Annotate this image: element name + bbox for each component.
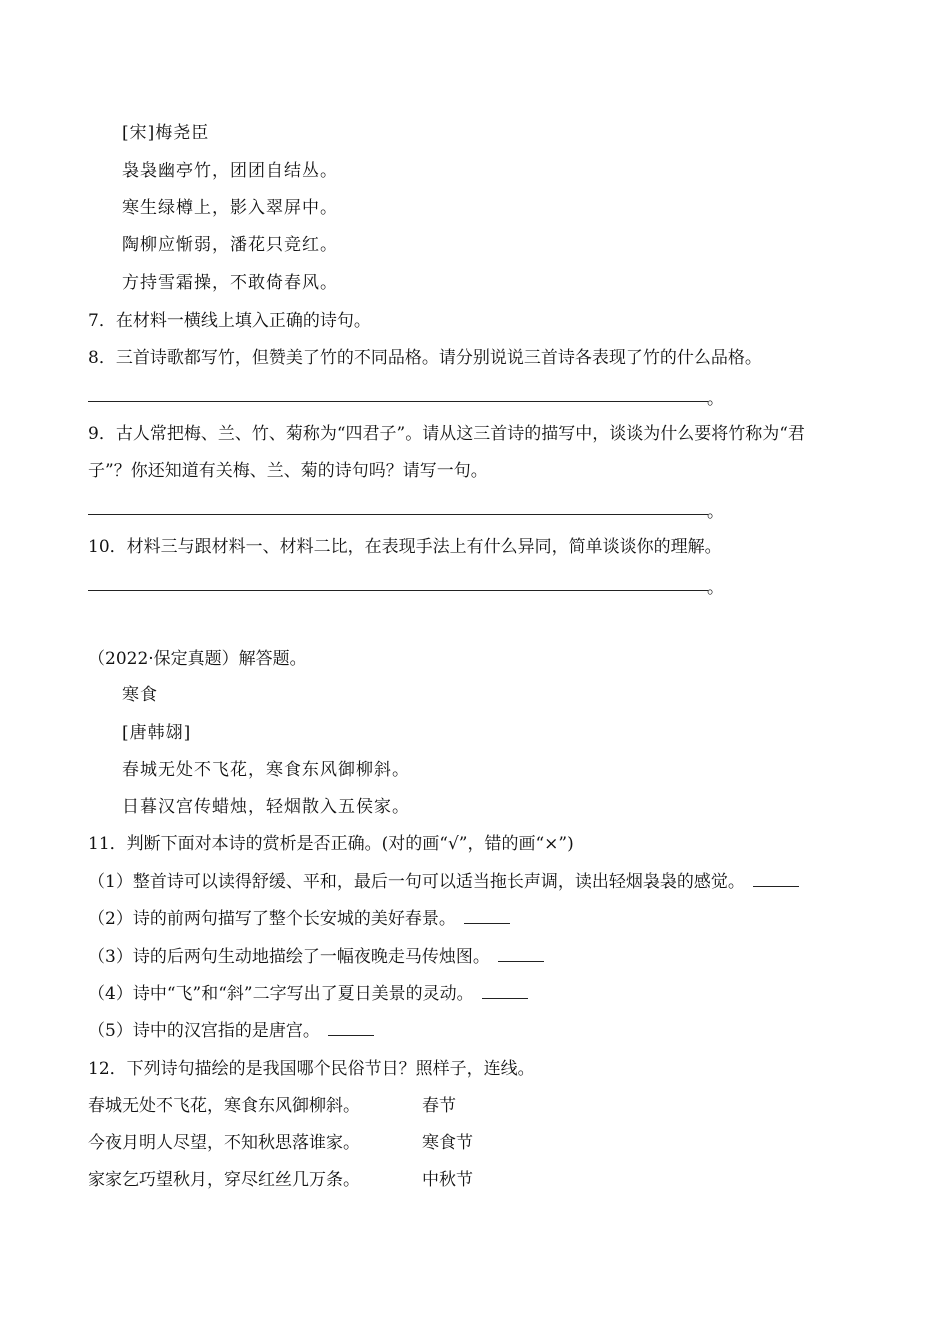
answer-line-10[interactable] (88, 590, 708, 591)
question-8: 8．三首诗歌都写竹，但赞美了竹的不同品格。请分别说说三首诗各表现了竹的什么品格。 (88, 348, 762, 368)
answer-period-9: 。 (707, 502, 724, 522)
q11-item-2-text: （2）诗的前两句描写了整个长安城的美好春景。 (88, 909, 456, 929)
q11-item-2-blank[interactable] (464, 908, 510, 924)
question-10: 10．材料三与跟材料一、材料二比，在表现手法上有什么异同，简单谈谈你的理解。 (88, 537, 722, 557)
q11-item-3-text: （3）诗的后两句生动地描绘了一幅夜晚走马传烛图。 (88, 947, 490, 967)
question-7: 7．在材料一横线上填入正确的诗句。 (88, 311, 371, 331)
q11-item-4 (88, 983, 528, 1005)
q11-item-1 (88, 871, 799, 893)
q11-item-5 (88, 1020, 374, 1042)
q11-item-3 (88, 946, 544, 968)
answer-period-10: 。 (707, 578, 724, 598)
question-9-line-1: 9．古人常把梅、兰、竹、菊称为“四君子”。请从这三首诗的描写中，谈谈为什么要将竹称为“君 (88, 424, 805, 444)
question-12: 12．下列诗句描绘的是我国哪个民俗节日？照样子，连线。 (88, 1059, 535, 1079)
poem-title: 寒食 (122, 685, 158, 705)
q11-item-4-text: （4）诗中“飞”和“斜”二字写出了夏日美景的灵动。 (88, 984, 474, 1004)
q11-item-1-text: （1）整首诗可以读得舒缓、平和，最后一句可以适当拖长声调，读出轻烟袅袅的感觉。 (88, 872, 745, 892)
answer-line-8[interactable] (88, 401, 708, 402)
q11-item-5-text: （5）诗中的汉宫指的是唐宫。 (88, 1021, 320, 1041)
q11-item-5-blank[interactable] (328, 1020, 374, 1036)
q11-item-1-blank[interactable] (753, 871, 799, 887)
q12-verse-1[interactable]: 春城无处不飞花，寒食东风御柳斜。 (88, 1096, 360, 1116)
poem3-line-3: 陶柳应惭弱，潘花只竞红。 (122, 235, 338, 255)
q12-festival-2[interactable]: 寒食节 (422, 1133, 473, 1153)
poem-line-1: 春城无处不飞花，寒食东风御柳斜。 (122, 760, 410, 780)
q11-item-4-blank[interactable] (482, 983, 528, 999)
question-9-line-2: 子”？你还知道有关梅、兰、菊的诗句吗？请写一句。 (88, 461, 488, 481)
poem3-line-2: 寒生绿樽上，影入翠屏中。 (122, 198, 338, 218)
section-header: （2022·保定真题）解答题。 (88, 649, 307, 669)
answer-period-8: 。 (707, 389, 724, 409)
poem3-line-4: 方持雪霜操，不敢倚春风。 (122, 273, 338, 293)
poem-line-2: 日暮汉宫传蜡烛，轻烟散入五侯家。 (122, 797, 410, 817)
q12-festival-3[interactable]: 中秋节 (422, 1170, 473, 1190)
poem3-line-1: 袅袅幽亭竹，团团自结丛。 (122, 161, 338, 181)
q12-festival-1[interactable]: 春节 (422, 1096, 456, 1116)
q12-verse-2[interactable]: 今夜月明人尽望，不知秋思落谁家。 (88, 1133, 360, 1153)
poem-author: [唐韩翃] (122, 723, 192, 743)
question-11: 11．判断下面对本诗的赏析是否正确。(对的画“√”，错的画“×”) (88, 834, 574, 854)
poem3-author: [宋]梅尧臣 (122, 123, 210, 143)
q11-item-2 (88, 908, 510, 930)
answer-line-9[interactable] (88, 514, 708, 515)
q12-verse-3[interactable]: 家家乞巧望秋月，穿尽红丝几万条。 (88, 1170, 360, 1190)
q11-item-3-blank[interactable] (498, 946, 544, 962)
